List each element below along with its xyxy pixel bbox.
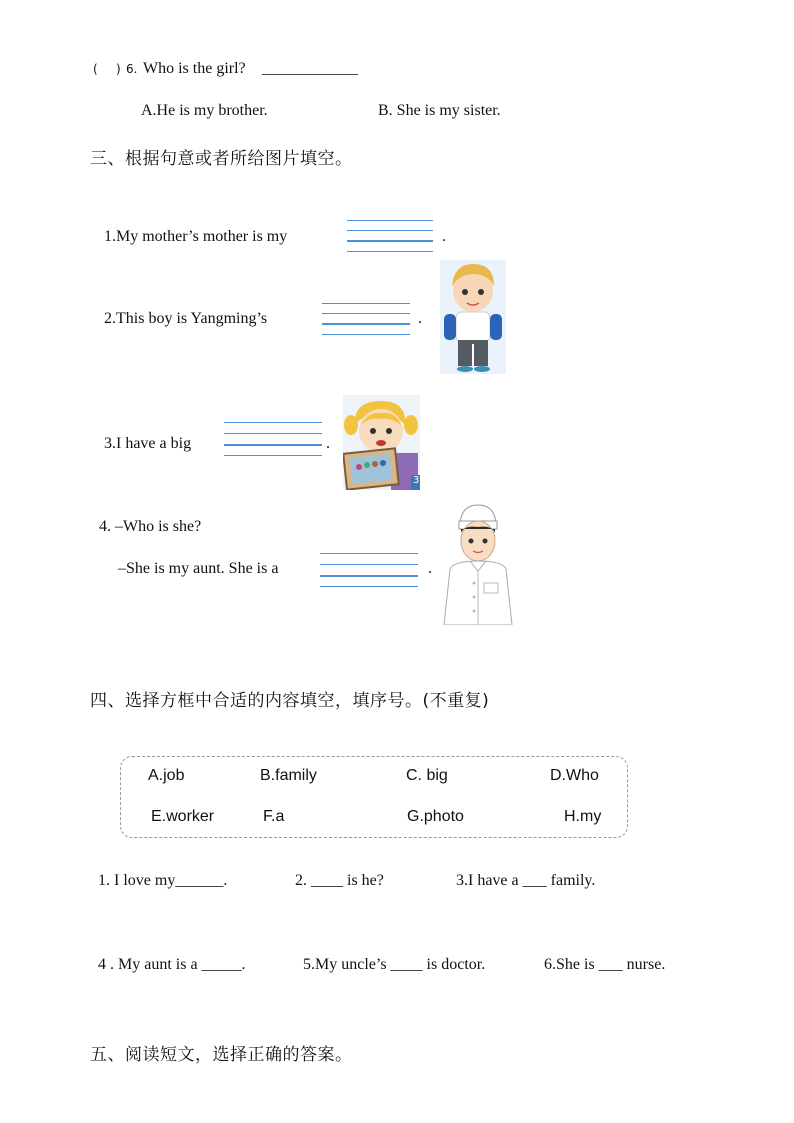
girl-photo-figure xyxy=(343,395,420,490)
s4-sentence-5: 5.My uncle’s ____ is doctor. xyxy=(303,956,486,973)
word-bank-option-f: F.a xyxy=(263,808,285,825)
s3-q4-writing-lines xyxy=(320,551,418,589)
s3-q1-period: . xyxy=(442,228,446,245)
s3-q1-writing-lines xyxy=(347,218,433,254)
s4-sentence-3: 3.I have a ___ family. xyxy=(456,872,596,889)
word-bank-option-h: H.my xyxy=(564,808,602,825)
boy-figure xyxy=(440,260,506,374)
q6-paren-open: ( xyxy=(93,62,98,76)
section4-heading: 四、选择方框中合适的内容填空，填序号。(不重复) xyxy=(90,691,490,711)
s4-sentence-1: 1. I love my______. xyxy=(98,872,228,889)
s3-q3-writing-lines xyxy=(224,420,322,458)
nurse-figure xyxy=(440,503,516,625)
q6-number: 6. xyxy=(126,62,138,76)
s4-sentence-6: 6.She is ___ nurse. xyxy=(544,956,666,973)
s3-q4-period: . xyxy=(428,560,432,577)
s3-q3-period: . xyxy=(326,435,330,452)
q6-option-a: A.He is my brother. xyxy=(141,102,268,119)
s3-q4-answer: –She is my aunt. She is a xyxy=(118,560,279,577)
s3-q1-text: 1.My mother’s mother is my xyxy=(104,228,288,245)
word-bank-option-e: E.worker xyxy=(151,808,215,825)
s3-q2-period: . xyxy=(418,310,422,327)
word-bank-option-b: B.family xyxy=(260,767,317,784)
q6-option-b: B. She is my sister. xyxy=(378,102,501,119)
word-bank-option-d: D.Who xyxy=(550,767,599,784)
girl-figure-badge: 3 xyxy=(413,475,420,486)
section3-heading: 三、根据句意或者所给图片填空。 xyxy=(90,149,353,169)
s4-sentence-4: 4 . My aunt is a _____. xyxy=(98,956,246,973)
q6-question: Who is the girl? xyxy=(143,60,246,77)
word-bank-option-a: A.job xyxy=(148,767,185,784)
q6-blank: ____________ xyxy=(262,60,358,77)
word-bank-option-g: G.photo xyxy=(407,808,464,825)
s3-q4-question: 4. –Who is she? xyxy=(99,518,202,535)
s3-q3-text: 3.I have a big xyxy=(104,435,192,452)
section5-heading: 五、阅读短文，选择正确的答案。 xyxy=(90,1045,353,1065)
word-bank-option-c: C. big xyxy=(406,767,448,784)
q6-paren-close: ) xyxy=(116,62,121,76)
s3-q2-writing-lines xyxy=(322,301,410,337)
s4-sentence-2: 2. ____ is he? xyxy=(295,872,384,889)
s3-q2-text: 2.This boy is Yangming’s xyxy=(104,310,268,327)
